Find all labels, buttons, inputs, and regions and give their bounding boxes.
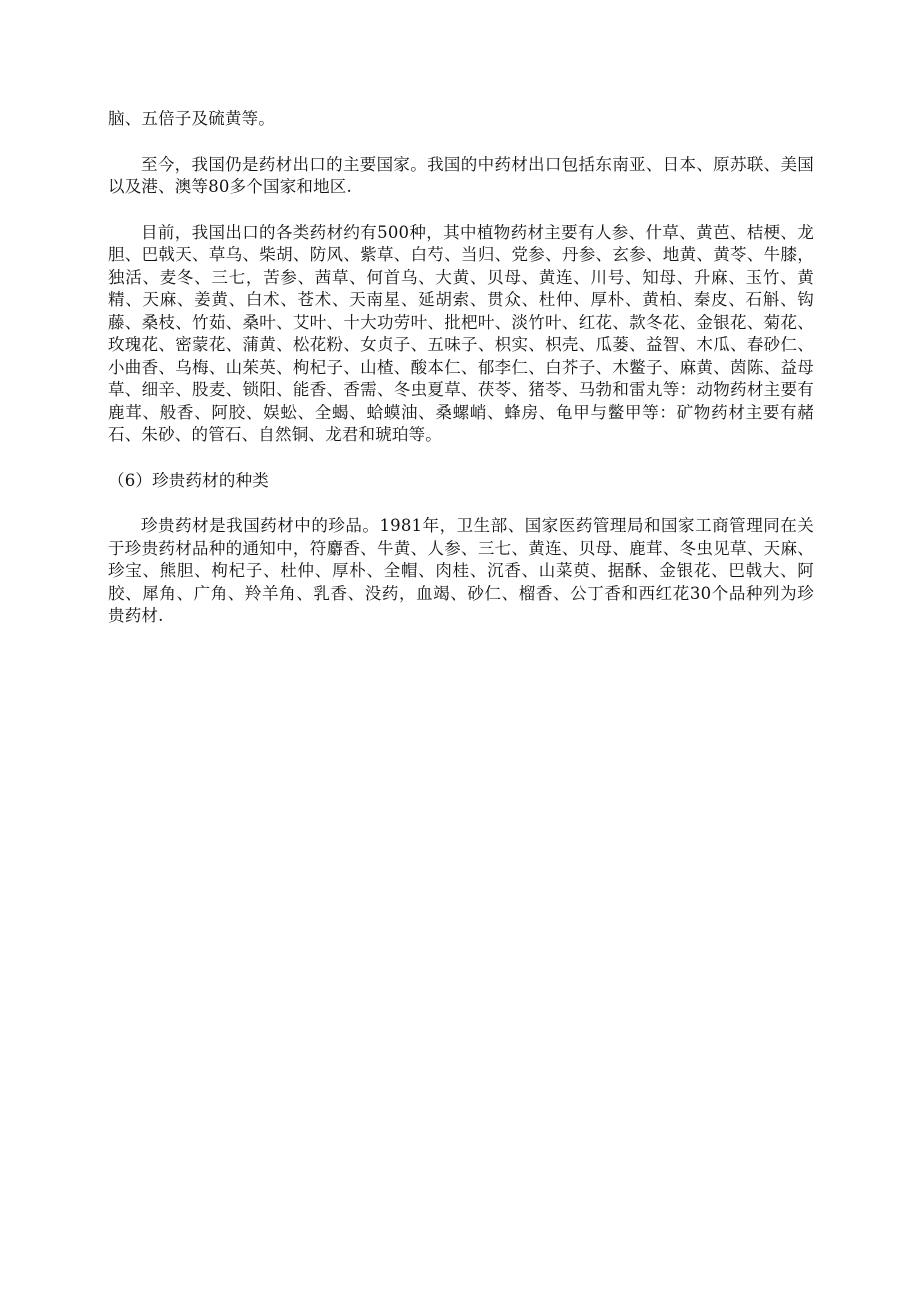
paragraph-export-varieties: 目前，我国出口的各类药材约有500种，其中植物药材主要有人参、什草、黄芭、桔梗、龙胆、巴戟天、草乌、柴胡、防风、紫草、白芍、当归、党参、丹参、玄参、地黄、黄苓、牛膝，独活、麦冬、三七，苦参、茜草、何首乌、大黄、贝母、黄连、川号、知母、升麻、玉竹、黄精、天麻、姜黄、白术、苍术、天南星、延胡索、贯众、杜仲、厚朴、黄柏、秦皮、石斛、钩藤、桑枝、竹茹、桑叶、艾叶、十大功劳叶、批杷叶、淡竹叶、红花、款冬花、金银花、菊花、玫瑰花、密蒙花、蒲黄、松花粉、女贞子、五味子、枳实、枳壳、瓜蒌、益智、木瓜、春砂仁、小曲香、乌梅、山茱英、枸杞子、山楂、酸本仁、郁李仁、白芥子、木鳖子、麻黄、茵陈、益母草、细辛、股麦、锁阳、能香、香需、冬虫夏草、茯苓、猪苓、马勃和雷丸等：动物药材主要有鹿茸、般香、阿胶、娱蚣、全蝎、蛤蟆油、桑螺峭、蜂房、龟甲与鳖甲等：矿物药材主要有赭石、朱砂、的管石、自然铜、龙君和琥珀等。 xyxy=(108,222,814,444)
paragraph-precious-herbs: 珍贵药材是我国药材中的珍品。1981年，卫生部、国家医药管理局和国家工商管理同在关于珍贵药材品种的通知中，符麝香、牛黄、人参、三七、黄连、贝母、鹿茸、冬虫见草、天麻、珍宝、熊胆、枸杞子、杜仲、厚朴、全帽、肉桂、沉香、山菜萸、据酥、金银花、巴戟大、阿胶、犀角、广角、羚羊角、乳香、没药，血竭、砂仁、榴香、公丁香和西红花30个品种列为珍贵药材. xyxy=(108,516,814,625)
paragraph-export-countries: 至今，我国仍是药材出口的主要国家。我国的中药材出口包括东南亚、日本、原苏联、美国以及港、澳等80多个国家和地区. xyxy=(108,154,814,196)
paragraph-continuation: 脑、五倍子及硫黄等。 xyxy=(108,109,275,128)
section-heading: （6）珍贵药材的种类 xyxy=(108,470,269,490)
document-body xyxy=(108,108,814,628)
